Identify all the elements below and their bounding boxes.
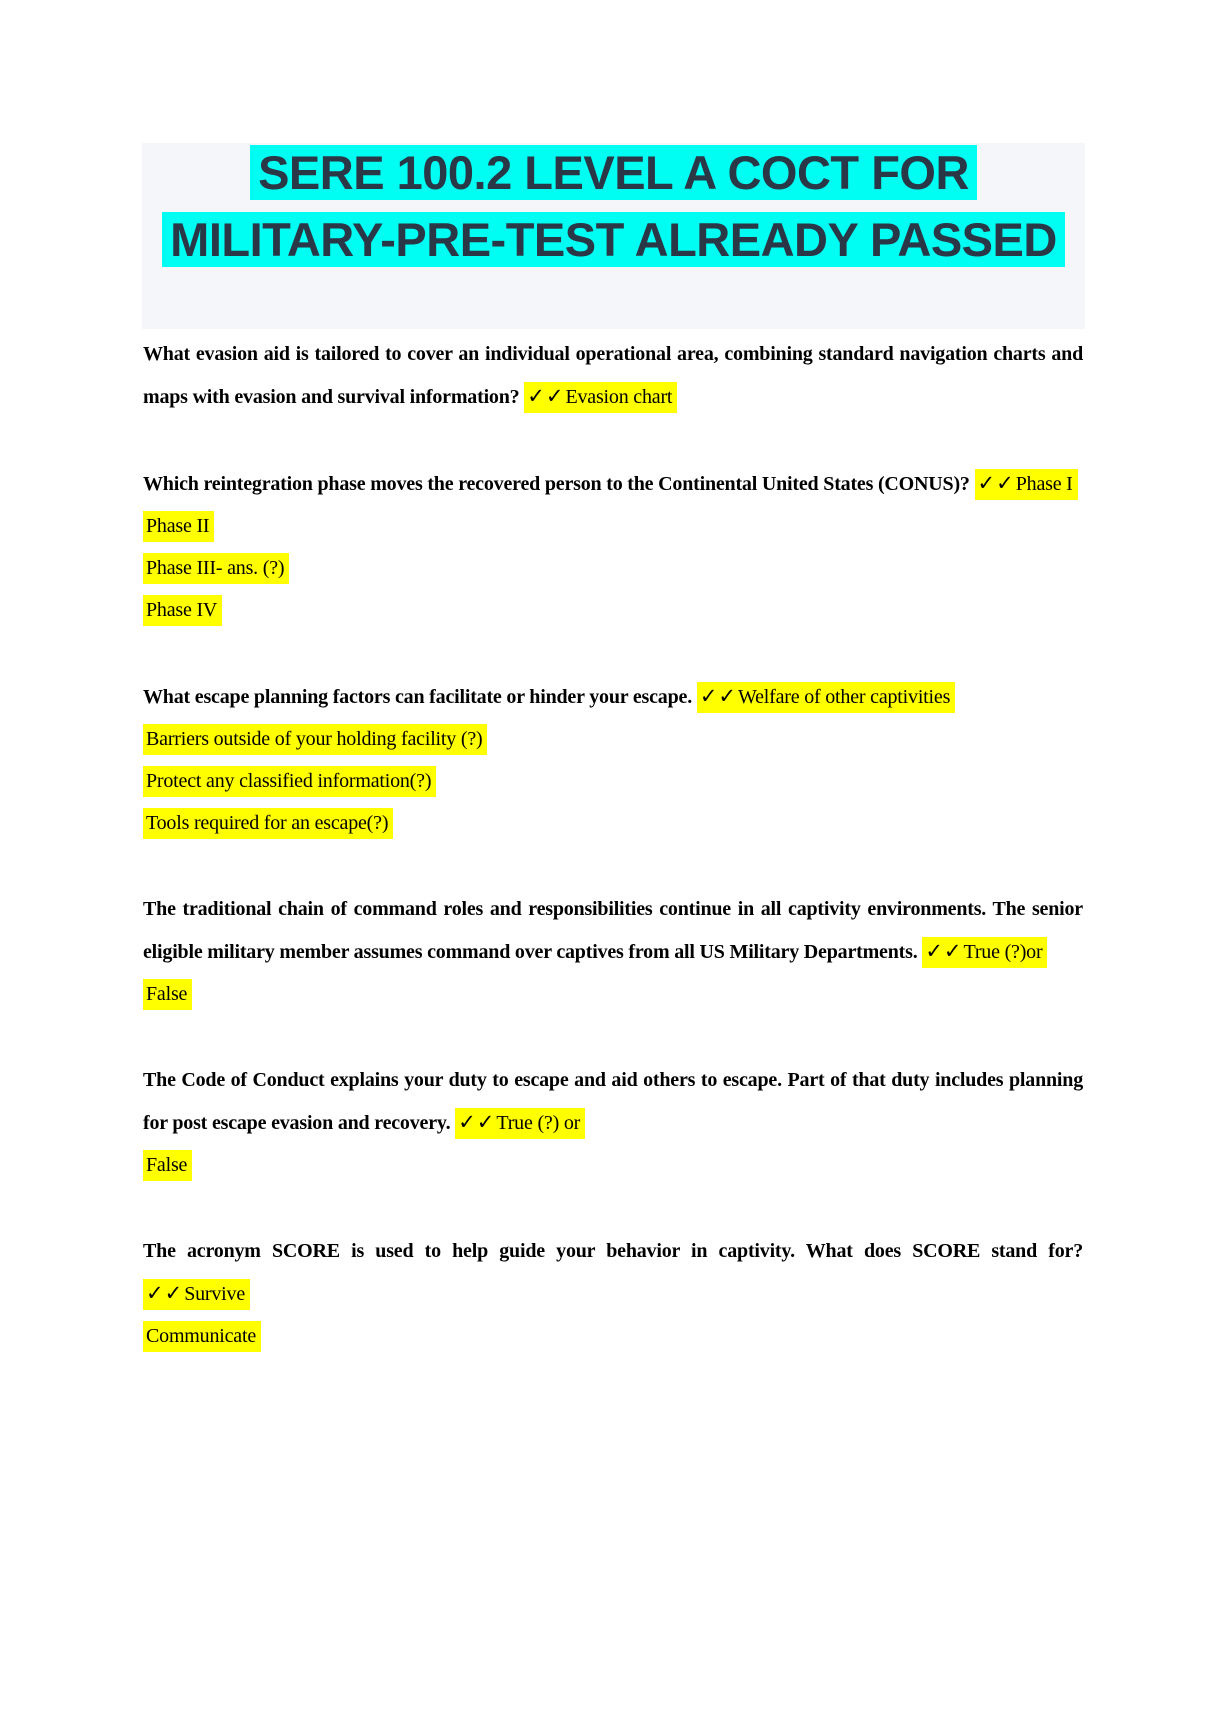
question-paragraph: [143, 675, 1083, 718]
question-text: The acronym SCORE is used to help guide your behavior in captivity. What does SCORE stand for?: [143, 1240, 1083, 1262]
double-checkmark-icon: ✓✓: [458, 1110, 496, 1134]
option-line: [143, 802, 1083, 844]
answer-text: Evasion chart: [565, 386, 673, 408]
question-text: The traditional chain of command roles and responsibilities continue in all captivity environments. The senior eligible military member assumes command over captives from all US Military Departments.: [143, 898, 1083, 963]
document-page: [0, 143, 1224, 1727]
answer-text: True (?)or: [963, 941, 1043, 963]
answer-highlight: [524, 382, 677, 413]
question-paragraph: [143, 1230, 1083, 1315]
answer-text: True (?) or: [496, 1112, 581, 1134]
option-highlight: Phase III- ans. (?): [143, 553, 289, 584]
answer-highlight: [922, 937, 1047, 968]
question-paragraph: [143, 1059, 1083, 1144]
option-line: [143, 1315, 1083, 1357]
option-highlight: False: [143, 979, 192, 1010]
double-checkmark-icon: ✓✓: [146, 1281, 184, 1305]
option-line: [143, 973, 1083, 1015]
option-highlight: Phase IV: [143, 595, 222, 626]
option-highlight: False: [143, 1150, 192, 1181]
title-box: [142, 143, 1085, 329]
option-line: [143, 589, 1083, 631]
question-text: The Code of Conduct explains your duty to escape and aid others to escape. Part of that duty includes planning for post escape evasion and recovery.: [143, 1069, 1083, 1134]
double-checkmark-icon: ✓✓: [925, 939, 963, 963]
answer-highlight: [455, 1108, 585, 1139]
option-highlight: Barriers outside of your holding facility (?): [143, 724, 487, 755]
answer-text: Survive: [184, 1283, 246, 1305]
option-line: [143, 718, 1083, 760]
question-paragraph: [143, 333, 1083, 418]
option-line: [143, 547, 1083, 589]
title-line-2: [142, 212, 1085, 279]
double-checkmark-icon: ✓✓: [977, 471, 1015, 495]
document-content: [143, 333, 1083, 1357]
option-highlight: Phase II: [143, 511, 214, 542]
title-line-1: [142, 145, 1085, 212]
question-block-4: [143, 888, 1083, 1015]
question-block-1: [143, 333, 1083, 418]
option-highlight: Communicate: [143, 1321, 261, 1352]
double-checkmark-icon: ✓✓: [527, 384, 565, 408]
title-highlight: MILITARY-PRE-TEST ALREADY PASSED: [162, 212, 1065, 267]
answer-highlight: [975, 469, 1078, 500]
option-highlight: Tools required for an escape(?): [143, 808, 393, 839]
question-block-6: [143, 1230, 1083, 1357]
answer-text: Welfare of other captivities: [738, 686, 951, 708]
double-checkmark-icon: ✓✓: [699, 684, 738, 708]
title-highlight: SERE 100.2 LEVEL A COCT FOR: [250, 145, 977, 200]
option-line: [143, 505, 1083, 547]
answer-highlight: [697, 682, 955, 713]
answer-text: Phase I: [1015, 473, 1073, 495]
question-block-2: [143, 462, 1083, 631]
answer-highlight: [143, 1279, 250, 1310]
question-block-3: [143, 675, 1083, 844]
question-paragraph: [143, 888, 1083, 973]
option-line: [143, 1144, 1083, 1186]
question-text: What evasion aid is tailored to cover an individual operational area, combining standard navigation charts and maps with evasion and survival information?: [143, 343, 1083, 408]
option-line: [143, 760, 1083, 802]
question-text: Which reintegration phase moves the recovered person to the Continental United States (CONUS)?: [143, 473, 970, 495]
question-text: What escape planning factors can facilitate or hinder your escape.: [143, 686, 692, 708]
question-paragraph: [143, 462, 1083, 505]
option-highlight: Protect any classified information(?): [143, 766, 436, 797]
question-block-5: [143, 1059, 1083, 1186]
